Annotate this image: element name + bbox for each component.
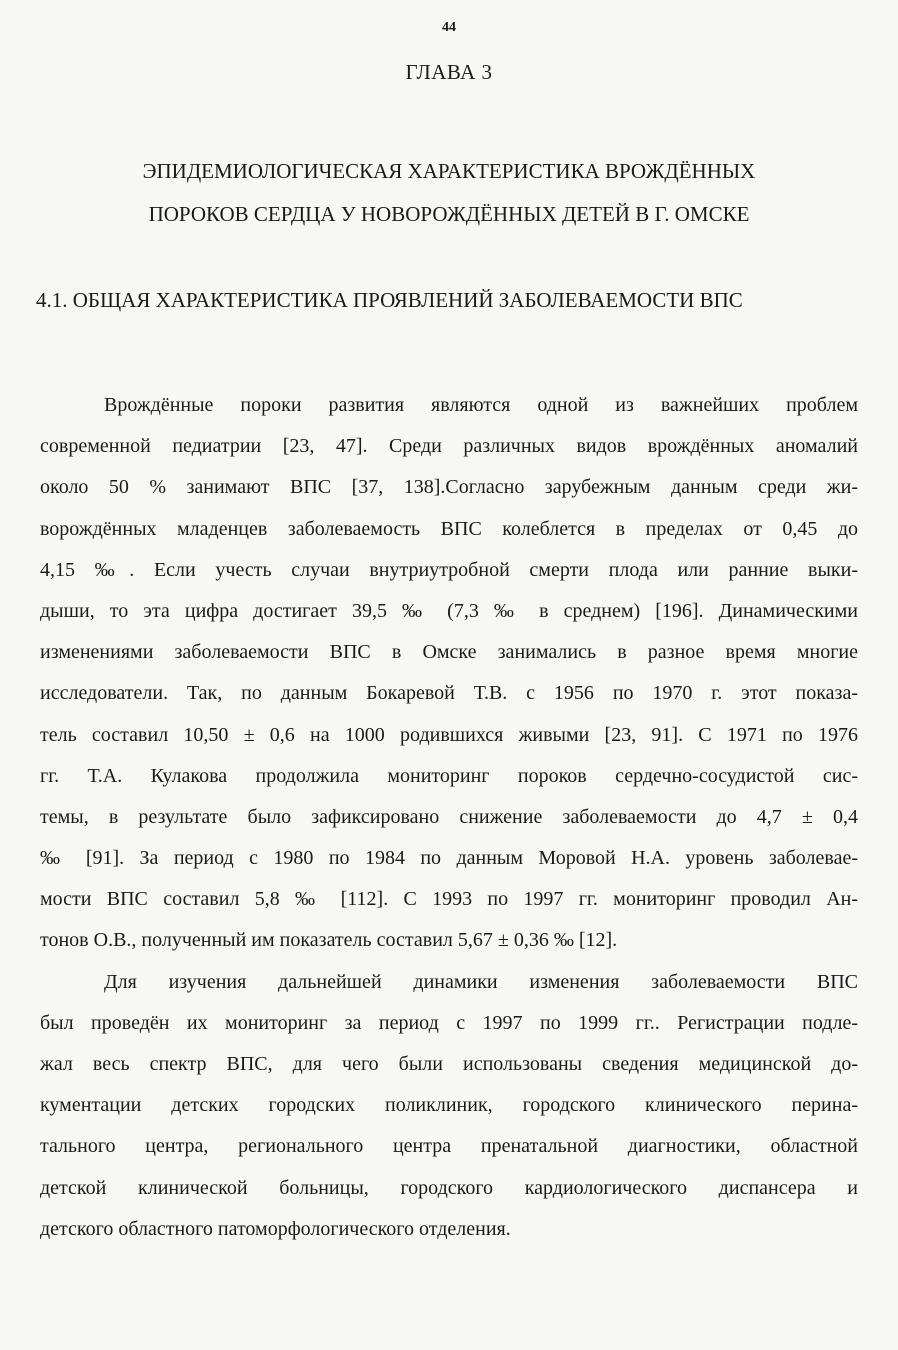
chapter-title-line: ПОРОКОВ СЕРДЦА У НОВОРОЖДЁННЫХ ДЕТЕЙ В Г. ОМСКЕ <box>148 202 750 226</box>
section-title: 4.1. ОБЩАЯ ХАРАКТЕРИСТИКА ПРОЯВЛЕНИЙ ЗАБОЛЕВАЕМОСТИ ВПС <box>36 288 743 312</box>
text-line: мости ВПС составил 5,8 ‰ [112]. С 1993 по 1997 гг. мониторинг проводил Ан- <box>40 888 858 911</box>
text-line: тель составил 10,50 ± 0,6 на 1000 родившихся живыми [23, 91]. С 1971 по 1976 <box>40 723 858 746</box>
text-line: детского областного патоморфологического отделения. <box>40 1217 511 1240</box>
text-line: тального центра, регионального центра пренатальной диагностики, областной <box>40 1135 858 1158</box>
text-line: тонов О.В., полученный им показатель составил 5,67 ± 0,36 ‰ [12]. <box>40 929 618 952</box>
body-text <box>40 385 858 1250</box>
chapter-title-line: ЭПИДЕМИОЛОГИЧЕСКАЯ ХАРАКТЕРИСТИКА ВРОЖДЁННЫХ <box>142 159 756 183</box>
text-line: 4,15 ‰. Если учесть случаи внутриутробной смерти плода или ранние выки- <box>40 558 858 581</box>
text-line: гг. Т.А. Кулакова продолжила мониторинг пороков сердечно-сосудистой сис- <box>40 764 858 787</box>
paragraph-1 <box>40 385 858 962</box>
text-line: темы, в результате было зафиксировано снижение заболеваемости до 4,7 ± 0,4 <box>40 805 858 828</box>
chapter-title <box>60 150 838 236</box>
text-line: дыши, то эта цифра достигает 39,5 ‰ (7,3 ‰ в среднем) [196]. Динамическими <box>40 599 858 622</box>
text-line: исследователи. Так, по данным Бокаревой Т.В. с 1956 по 1970 г. этот показа- <box>40 682 858 705</box>
chapter-label: ГЛАВА 3 <box>405 60 493 84</box>
text-line: детской клинической больницы, городского кардиологического диспансера и <box>40 1176 858 1199</box>
text-line: около 50 % занимают ВПС [37, 138].Согласно зарубежным данным среди жи- <box>40 476 858 499</box>
text-line: был проведён их мониторинг за период с 1997 по 1999 гг.. Регистрации подле- <box>40 1011 858 1034</box>
page-number: 44 <box>442 20 456 35</box>
text-line: современной педиатрии [23, 47]. Среди различных видов врождённых аномалий <box>40 435 858 458</box>
text-line: кументации детских городских поликлиник, городского клинического перина- <box>40 1094 858 1117</box>
text-line: Для изучения дальнейшей динамики изменения заболеваемости ВПС <box>104 970 858 993</box>
text-line: Врождённые пороки развития являются одной из важнейших проблем <box>104 394 858 416</box>
text-line: ‰ [91]. За период с 1980 по 1984 по данным Моровой Н.А. уровень заболевае- <box>40 847 858 870</box>
paragraph-2 <box>40 962 858 1250</box>
text-line: жал весь спектр ВПС, для чего были использованы сведения медицинской до- <box>40 1053 858 1075</box>
text-line: изменениями заболеваемости ВПС в Омске занимались в разное время многие <box>40 641 858 664</box>
text-line: ворождённых младенцев заболеваемость ВПС колеблется в пределах от 0,45 до <box>40 517 858 540</box>
